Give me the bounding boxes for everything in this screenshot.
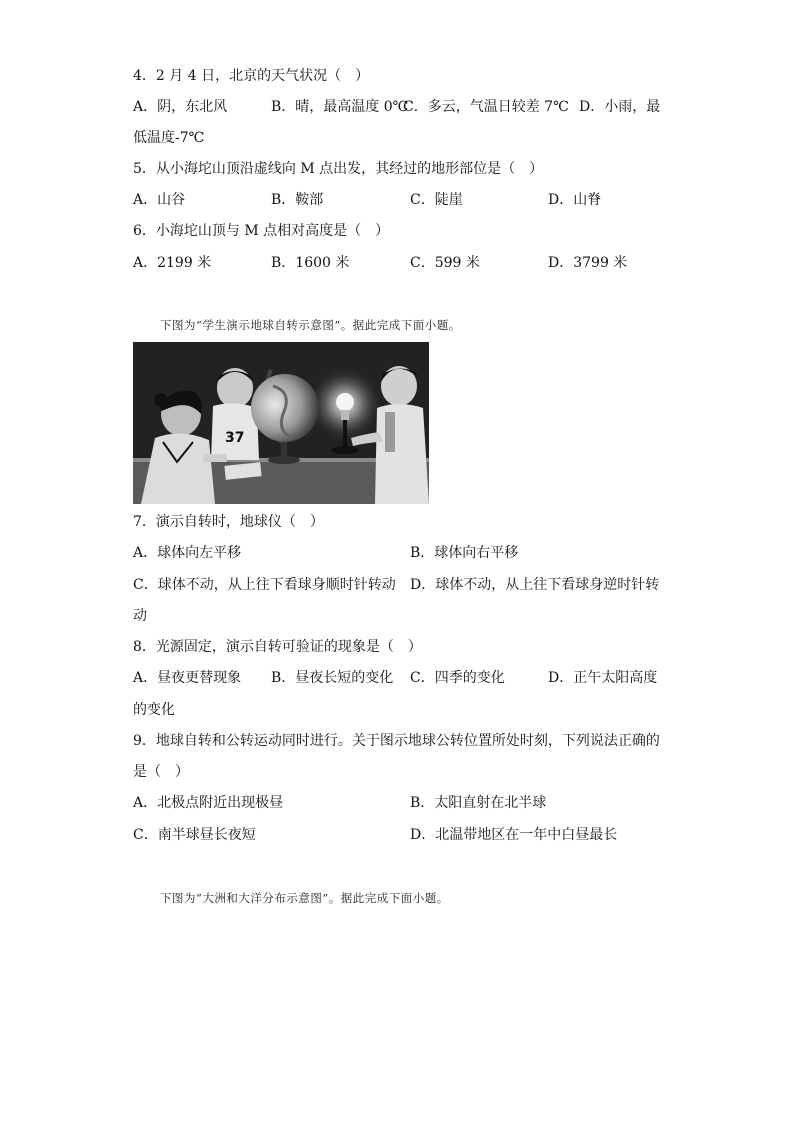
jersey-number: 37 xyxy=(225,430,245,446)
q9-stem-cont: 是（ ） xyxy=(133,764,189,780)
q7-option-b: B．球体向右平移 xyxy=(410,545,519,561)
section-intro-continents: 下图为“大洲和大洋分布示意图”。据此完成下面小题。 xyxy=(160,891,449,905)
rotation-demo-photo xyxy=(133,342,429,504)
q6-option-d: D．3799 米 xyxy=(548,255,628,271)
q6-stem: 6．小海坨山顶与 M 点相对高度是（ ） xyxy=(133,223,390,239)
q9-option-c: C．南半球昼长夜短 xyxy=(133,827,256,843)
q9-option-d: D．北温带地区在一年中白昼最长 xyxy=(410,827,618,843)
q7-option-a: A．球体向左平移 xyxy=(133,545,242,561)
q4-option-a: A．阴，东北风 xyxy=(133,99,228,115)
q4-option-d: D．小雨，最 xyxy=(579,99,661,115)
q4-option-d-cont: 低温度-7℃ xyxy=(133,130,205,146)
section-intro-rotation: 下图为“学生演示地球自转示意图”。据此完成下面小题。 xyxy=(160,318,461,332)
q8-option-b: B．昼夜长短的变化 xyxy=(271,670,394,686)
q6-option-b: B．1600 米 xyxy=(271,255,350,271)
q4-option-c: C．多云，气温日较差 7℃ xyxy=(403,99,569,115)
q5-option-d: D．山脊 xyxy=(548,192,602,208)
q5-stem: 5．从小海坨山顶沿虚线向 M 点出发，其经过的地形部位是（ ） xyxy=(133,161,544,177)
q9-option-b: B．太阳直射在北半球 xyxy=(410,795,547,811)
q8-option-a: A．昼夜更替现象 xyxy=(133,670,242,686)
q9-stem: 9．地球自转和公转运动同时进行。关于图示地球公转位置所处时刻，下列说法正确的 xyxy=(133,733,660,749)
q8-option-c: C．四季的变化 xyxy=(410,670,505,686)
q9-option-a: A．北极点附近出现极昼 xyxy=(133,795,284,811)
q7-stem: 7．演示自转时，地球仪（ ） xyxy=(133,514,324,530)
q7-option-d: D．球体不动，从上往下看球身逆时针转 xyxy=(410,577,660,593)
q4-stem: 4．2 月 4 日，北京的天气状况（ ） xyxy=(133,68,370,84)
q5-option-b: B．鞍部 xyxy=(271,192,324,208)
q7-option-d-cont: 动 xyxy=(133,608,147,624)
q5-option-c: C．陡崖 xyxy=(410,192,463,208)
q6-option-a: A．2199 米 xyxy=(133,255,212,271)
q8-option-d-cont: 的变化 xyxy=(133,702,175,718)
q8-option-d: D．正午太阳高度 xyxy=(548,670,658,686)
q5-option-a: A．山谷 xyxy=(133,192,186,208)
q8-stem: 8．光源固定，演示自转可验证的现象是（ ） xyxy=(133,639,422,655)
q4-option-b: B．晴，最高温度 0℃ xyxy=(271,99,409,115)
rotation-demo-illustration xyxy=(133,342,429,504)
q6-option-c: C．599 米 xyxy=(410,255,480,271)
q7-option-c: C．球体不动，从上往下看球身顺时针转动 xyxy=(133,577,396,593)
